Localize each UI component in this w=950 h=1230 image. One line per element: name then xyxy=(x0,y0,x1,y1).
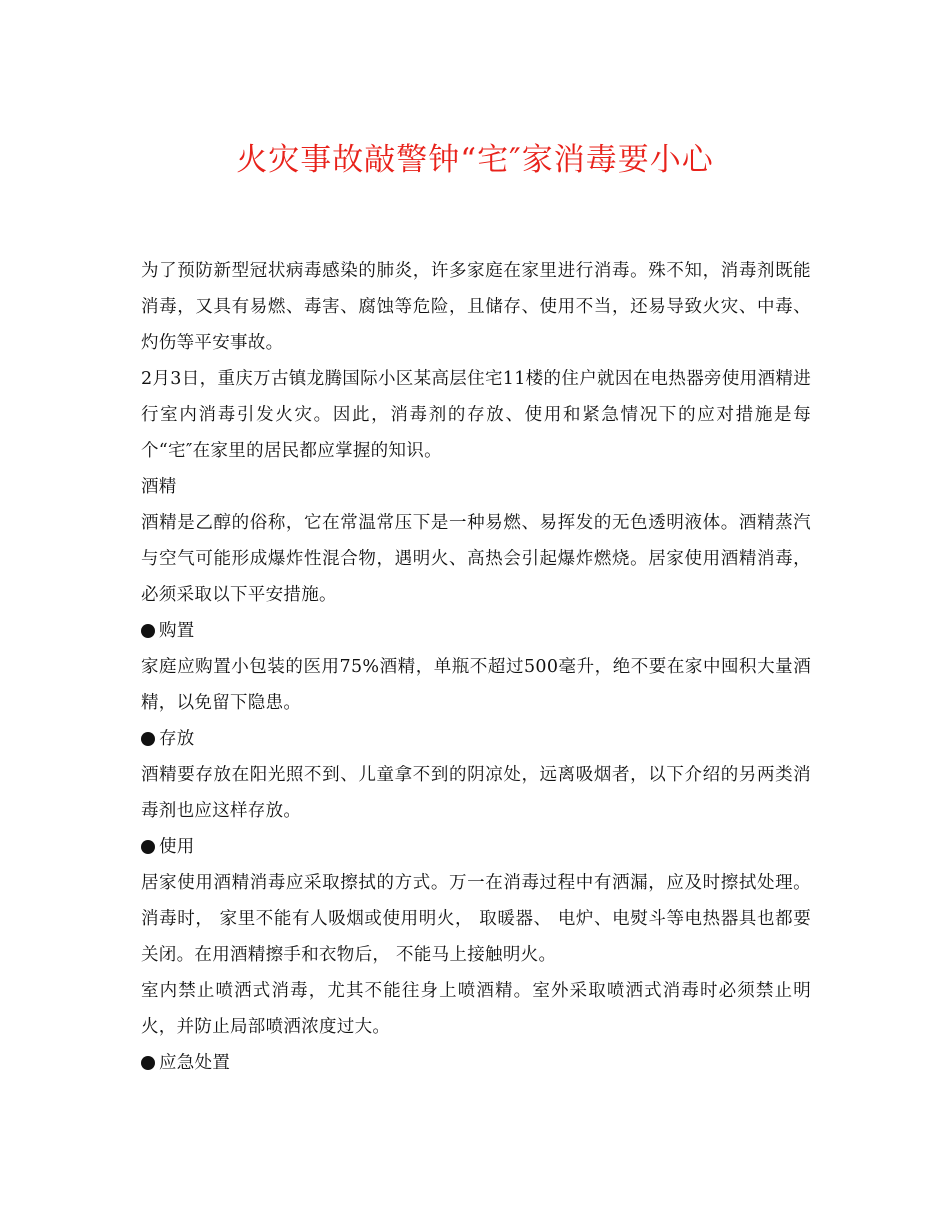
paragraph-spraying: 室内禁止喷洒式消毒，尤其不能往身上喷酒精。室外采取喷洒式消毒时必须禁止明火，并防止局部喷洒浓度过大。 xyxy=(141,981,811,1037)
bullet-heading-label: 购置 xyxy=(159,621,195,641)
bullet-heading-usage xyxy=(141,829,811,865)
bullet-heading-label: 应急处置 xyxy=(159,1053,231,1073)
document-title: 火灾事故敲警钟“宅″家消毒要小心 xyxy=(236,142,714,178)
bullet-icon xyxy=(141,1056,159,1074)
section-heading-alcohol: 酒精 xyxy=(141,477,177,497)
bullet-heading-label: 使用 xyxy=(159,837,195,857)
document-body xyxy=(141,253,811,1081)
bullet-heading-storage xyxy=(141,721,811,757)
bullet-heading-purchase xyxy=(141,613,811,649)
paragraph-purchase: 家庭应购置小包装的医用75%酒精，单瓶不超过500毫升，绝不要在家中囤积大量酒精，以免留下隐患。 xyxy=(141,657,811,713)
paragraph-intro: 为了预防新型冠状病毒感染的肺炎，许多家庭在家里进行消毒。殊不知，消毒剂既能消毒，又具有易燃、毒害、腐蚀等危险，且储存、使用不当，还易导致火灾、中毒、灼伤等平安事故。 xyxy=(141,261,811,353)
paragraph-alcohol-description: 酒精是乙醇的俗称，它在常温常压下是一种易燃、易挥发的无色透明液体。酒精蒸汽与空气可能形成爆炸性混合物，遇明火、高热会引起爆炸燃烧。居家使用酒精消毒，必须采取以下平安措施。 xyxy=(141,513,811,605)
paragraph-storage: 酒精要存放在阳光照不到、儿童拿不到的阴凉处，远离吸烟者，以下介绍的另两类消毒剂也应这样存放。 xyxy=(141,765,811,821)
bullet-heading-emergency xyxy=(141,1045,811,1081)
paragraph-usage: 居家使用酒精消毒应采取擦拭的方式。万一在消毒过程中有洒漏，应及时擦拭处理。消毒时， 家里不能有人吸烟或使用明火， 取暖器、 电炉、电熨斗等电热器具也都要关闭。在用酒精擦手和衣物后， 不能马上接触明火。 xyxy=(141,873,811,965)
paragraph-incident: 2月3日，重庆万古镇龙腾国际小区某高层住宅11楼的住户就因在电热器旁使用酒精进行室内消毒引发火灾。因此，消毒剂的存放、使用和紧急情况下的应对措施是每个“宅″在家里的居民都应掌握的知识。 xyxy=(141,369,811,461)
bullet-icon xyxy=(141,840,159,858)
bullet-heading-label: 存放 xyxy=(159,729,195,749)
bullet-icon xyxy=(141,732,159,750)
bullet-icon xyxy=(141,624,159,642)
